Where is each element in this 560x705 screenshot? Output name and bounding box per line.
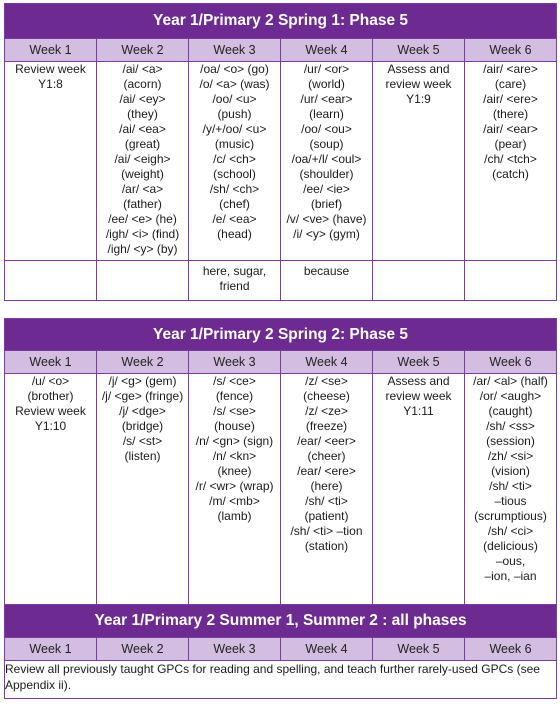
gpc-line: /ur/ <or> <box>303 62 350 76</box>
gpc-line: /v/ <ve> (have) <box>286 212 367 226</box>
gpc-line: /ai/ <ey> <box>119 92 166 106</box>
week-header-1: Week 1 <box>5 638 97 661</box>
week-2-content <box>97 62 189 261</box>
week-6-tricky-words <box>465 261 557 301</box>
gpc-line: (caught) <box>488 404 533 418</box>
gpc-line: (freeze) <box>305 419 348 433</box>
summer-table <box>4 604 557 699</box>
gpc-line: Y1:10 <box>34 419 67 433</box>
gpc-line: Y1:11 <box>403 404 434 418</box>
gpc-line: Review week <box>15 404 86 418</box>
tricky-word-line: here, sugar, <box>202 264 267 278</box>
gpc-line: /m/ <mb> <box>209 494 260 508</box>
gpc-line: (weight) <box>121 167 164 181</box>
gpc-line: /ai/ <a> <box>122 62 163 76</box>
gpc-line: /sh/ <ci> <box>487 524 534 538</box>
summer-note: Review all previously taught GPCs for reading and spelling, and teach further rarely-used GPCs (see Appendix ii). <box>5 661 557 699</box>
gpc-line: (they) <box>127 107 158 121</box>
gpc-line: (house) <box>214 419 255 433</box>
gpc-line: /zh/ <si> <box>487 449 534 463</box>
gpc-line: (there) <box>492 107 529 121</box>
week-5-content <box>373 374 465 608</box>
gpc-line: /c/ <ch> <box>213 152 256 166</box>
gpc-line: /r/ <wr> (wrap) <box>195 479 274 493</box>
gpc-line: (care) <box>494 77 527 91</box>
gpc-line: Review week <box>15 62 86 76</box>
gpc-line: /ur/ <ear> <box>300 92 353 106</box>
week-2-tricky-words <box>97 261 189 301</box>
gpc-line: (bridge) <box>121 419 164 433</box>
gpc-line: /ai/ <ea> <box>119 122 166 136</box>
table-title: Year 1/Primary 2 Spring 2: Phase 5 <box>5 319 557 351</box>
gpc-line: /ai/ <eigh> <box>114 152 171 166</box>
gpc-line: /n/ <kn> <box>212 449 257 463</box>
gpc-line: (fence) <box>215 389 254 403</box>
gpc-line: (pear) <box>494 137 527 151</box>
gpc-line: /ch/ <tch> <box>484 152 537 166</box>
gpc-line: /air/ <are> <box>483 62 538 76</box>
week-header-5: Week 5 <box>373 351 465 374</box>
gpc-line: /oa/ <o> (go) <box>200 62 269 76</box>
week-1-content <box>5 374 97 608</box>
week-4-content <box>281 62 373 261</box>
gpc-line: /j/ <g> (gem) <box>108 374 177 388</box>
gpc-line: (shoulder) <box>299 167 354 181</box>
gpc-line: (vision) <box>491 464 530 478</box>
gpc-line: /y/+/oo/ <u> <box>202 122 267 136</box>
week-1-tricky-words <box>5 261 97 301</box>
gpc-line: (cheese) <box>303 389 350 403</box>
week-header-row <box>5 351 557 374</box>
gpc-line: (here) <box>310 479 343 493</box>
gpc-line: /j/ <ge> (fringe) <box>101 389 184 403</box>
gpc-line: /air/ <ere> <box>483 92 538 106</box>
gpc-line: Y1:8 <box>38 77 63 91</box>
gpc-line: (learn) <box>309 107 344 121</box>
exceptions-row <box>5 261 557 301</box>
week-header-6: Week 6 <box>465 39 557 62</box>
week-header-2: Week 2 <box>97 638 189 661</box>
gpc-line: /sh/ <ss> <box>486 419 535 433</box>
week-header-6: Week 6 <box>465 351 557 374</box>
week-header-3: Week 3 <box>189 39 281 62</box>
tricky-word-line: because <box>303 264 350 278</box>
gpc-line: Assess and <box>387 374 450 388</box>
week-header-4: Week 4 <box>281 351 373 374</box>
content-row <box>5 62 557 261</box>
gpc-line: –ous, <box>495 554 526 568</box>
gpc-line: /ar/ <a> <box>121 182 164 196</box>
gpc-line: /oo/ <ou> <box>301 122 352 136</box>
gpc-line: (station) <box>304 539 349 553</box>
week-header-1: Week 1 <box>5 351 97 374</box>
gpc-line: (delicious) <box>483 539 538 553</box>
week-4-tricky-words <box>281 261 373 301</box>
gpc-line: /ear/ <eer> <box>297 434 356 448</box>
gpc-line: (listen) <box>124 449 161 463</box>
gpc-line: /air/ <ear> <box>483 122 538 136</box>
gpc-line: –ion, –ian <box>484 569 537 583</box>
gpc-line: (push) <box>217 107 252 121</box>
gpc-line: (patient) <box>304 509 349 523</box>
week-header-4: Week 4 <box>281 39 373 62</box>
gpc-line: /sh/ <ti> –tion <box>290 524 363 538</box>
week-header-5: Week 5 <box>373 638 465 661</box>
gpc-line: (head) <box>217 227 252 241</box>
gpc-line: (father) <box>123 197 162 211</box>
gpc-line: /o/ <a> (was) <box>199 77 270 91</box>
gpc-line: /s/ <st> <box>122 434 163 448</box>
gpc-line: (music) <box>214 137 255 151</box>
gpc-line: (soup) <box>309 137 344 151</box>
gpc-line: /ee/ <e> (he) <box>108 212 177 226</box>
gpc-line: (great) <box>124 137 161 151</box>
week-header-row <box>5 638 557 661</box>
week-header-4: Week 4 <box>281 638 373 661</box>
gpc-line: /e/ <ea> <box>212 212 257 226</box>
gpc-line: (scrumptious) <box>474 509 547 523</box>
gpc-line: /z/ <se> <box>305 374 348 388</box>
tricky-word-line: friend <box>219 279 250 293</box>
gpc-line: (acorn) <box>123 77 162 91</box>
gpc-line: /oo/ <u> <box>212 92 257 106</box>
gpc-line: –tious <box>494 494 527 508</box>
week-header-1: Week 1 <box>5 39 97 62</box>
week-3-tricky-words <box>189 261 281 301</box>
gpc-line: (chef) <box>219 197 250 211</box>
gpc-line: /n/ <gn> (sign) <box>195 434 274 448</box>
week-2-content <box>97 374 189 608</box>
week-6-content <box>465 62 557 261</box>
gpc-line: /ee/ <ie> <box>303 182 350 196</box>
gpc-line: (brief) <box>310 197 343 211</box>
gpc-line: review week <box>385 389 452 403</box>
week-4-content <box>281 374 373 608</box>
week-header-2: Week 2 <box>97 39 189 62</box>
week-header-row <box>5 39 557 62</box>
week-3-content <box>189 374 281 608</box>
gpc-line: /sh/ <ti> <box>489 479 532 493</box>
gpc-line: (knee) <box>217 464 252 478</box>
gpc-line: (lamb) <box>217 509 252 523</box>
content-row <box>5 374 557 608</box>
gpc-line: (brother) <box>27 389 74 403</box>
gpc-line: /s/ <se> <box>213 404 256 418</box>
week-header-3: Week 3 <box>189 351 281 374</box>
gpc-line: /j/ <dge> <box>119 404 166 418</box>
spring-1-table <box>4 3 557 301</box>
gpc-line: /ear/ <ere> <box>297 464 356 478</box>
gpc-line: Assess and <box>387 62 450 76</box>
week-5-tricky-words <box>373 261 465 301</box>
gpc-line: /oa/+/l/ <oul> <box>291 152 362 166</box>
gpc-line: (world) <box>308 77 345 91</box>
gpc-line: (session) <box>486 434 535 448</box>
gpc-line: Y1:9 <box>406 92 431 106</box>
gpc-line: /u/ <o> <box>31 374 70 388</box>
gpc-line: /sh/ <ch> <box>209 182 260 196</box>
week-3-content <box>189 62 281 261</box>
gpc-line: /ar/ <al> (half) <box>473 374 548 388</box>
week-header-6: Week 6 <box>465 638 557 661</box>
spring-2-table <box>4 318 557 608</box>
week-5-content <box>373 62 465 261</box>
week-1-content <box>5 62 97 261</box>
week-header-2: Week 2 <box>97 351 189 374</box>
gpc-line: /or/ <augh> <box>479 389 542 403</box>
week-6-content <box>465 374 557 608</box>
gpc-line: /igh/ <y> (by) <box>107 242 178 256</box>
gpc-line: (cheer) <box>307 449 346 463</box>
gpc-line: /sh/ <ti> <box>305 494 348 508</box>
gpc-line: review week <box>385 77 452 91</box>
gpc-line: (school) <box>213 167 256 181</box>
gpc-line: /z/ <ze> <box>305 404 348 418</box>
gpc-line: /i/ <y> (gym) <box>293 227 360 241</box>
gpc-line: /s/ <ce> <box>213 374 256 388</box>
gpc-line: /igh/ <i> (find) <box>105 227 180 241</box>
table-title: Year 1/Primary 2 Spring 1: Phase 5 <box>5 4 557 39</box>
week-header-3: Week 3 <box>189 638 281 661</box>
table-title: Year 1/Primary 2 Summer 1, Summer 2 : all phases <box>5 605 557 638</box>
gpc-line: (catch) <box>492 167 529 181</box>
week-header-5: Week 5 <box>373 39 465 62</box>
